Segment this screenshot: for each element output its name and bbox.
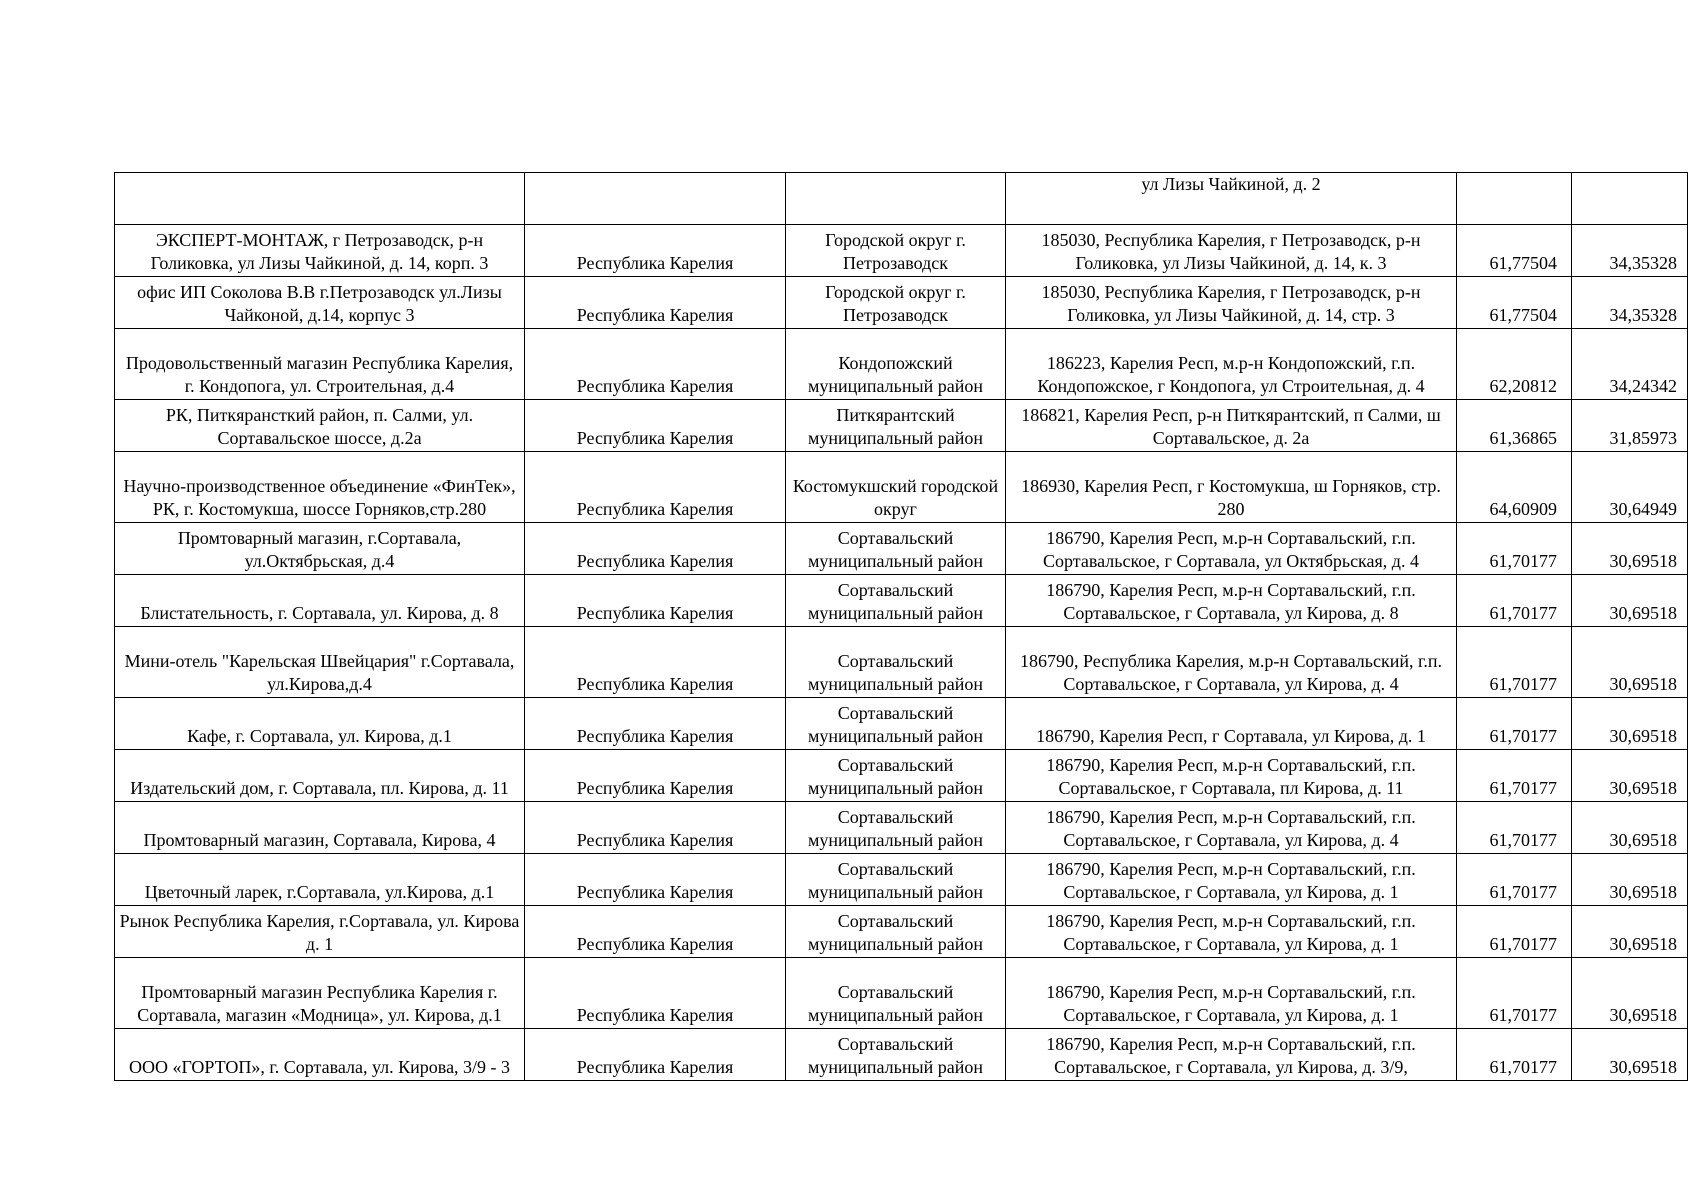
- cell-district: Сортавальский муниципальный район: [786, 698, 1006, 750]
- cell-district: Сортавальский муниципальный район: [786, 627, 1006, 698]
- table-row: [115, 1029, 1688, 1081]
- cell-region: Республика Карелия: [525, 802, 786, 854]
- cell-longitude: 30,69518: [1572, 958, 1688, 1029]
- cell-address: 186790, Карелия Респ, м.р-н Сортавальский, г.п. Сортавальское, г Сортавала, ул Октябрьская, д. 4: [1006, 523, 1457, 575]
- cell-district: Питкярантский муниципальный район: [786, 400, 1006, 452]
- cell-longitude: 34,35328: [1572, 277, 1688, 329]
- cell-object-name: офис ИП Соколова В.В г.Петрозаводск ул.Лизы Чайконой, д.14, корпус 3: [115, 277, 525, 329]
- cell-object-name: [115, 173, 525, 225]
- cell-region: Республика Карелия: [525, 750, 786, 802]
- cell-region: Республика Карелия: [525, 906, 786, 958]
- cell-object-name: Цветочный ларек, г.Сортавала, ул.Кирова, д.1: [115, 854, 525, 906]
- cell-object-name: Рынок Республика Карелия, г.Сортавала, ул. Кирова д. 1: [115, 906, 525, 958]
- table-row: [115, 906, 1688, 958]
- cell-district: Сортавальский муниципальный район: [786, 802, 1006, 854]
- cell-longitude: 30,69518: [1572, 802, 1688, 854]
- table-row: [115, 854, 1688, 906]
- cell-latitude: 61,70177: [1457, 750, 1572, 802]
- cell-address: 186223, Карелия Респ, м.р-н Кондопожский, г.п. Кондопожское, г Кондопога, ул Строительная, д. 4: [1006, 329, 1457, 400]
- cell-region: Республика Карелия: [525, 1029, 786, 1081]
- cell-object-name: Продовольственный магазин Республика Карелия, г. Кондопога, ул. Строительная, д.4: [115, 329, 525, 400]
- cell-object-name: ООО «ГОРТОП», г. Сортавала, ул. Кирова, 3/9 - 3: [115, 1029, 525, 1081]
- cell-object-name: Издательский дом, г. Сортавала, пл. Кирова, д. 11: [115, 750, 525, 802]
- cell-region: Республика Карелия: [525, 627, 786, 698]
- table-row: [115, 958, 1688, 1029]
- cell-latitude: 61,70177: [1457, 958, 1572, 1029]
- cell-longitude: 30,69518: [1572, 906, 1688, 958]
- cell-district: Сортавальский муниципальный район: [786, 854, 1006, 906]
- cell-address: 186790, Карелия Респ, м.р-н Сортавальский, г.п. Сортавальское, г Сортавала, ул Кирова, д. 1: [1006, 906, 1457, 958]
- cell-region: Республика Карелия: [525, 698, 786, 750]
- table-row: [115, 452, 1688, 523]
- cell-address: 186790, Карелия Респ, м.р-н Сортавальский, г.п. Сортавальское, г Сортавала, ул Кирова, д. 4: [1006, 802, 1457, 854]
- cell-latitude: 61,70177: [1457, 575, 1572, 627]
- cell-latitude: 61,70177: [1457, 1029, 1572, 1081]
- cell-longitude: 30,69518: [1572, 854, 1688, 906]
- cell-address: 185030, Республика Карелия, г Петрозаводск, р-н Голиковка, ул Лизы Чайкиной, д. 14, стр. 3: [1006, 277, 1457, 329]
- cell-longitude: 34,24342: [1572, 329, 1688, 400]
- table-row: [115, 277, 1688, 329]
- table-row: [115, 173, 1688, 225]
- cell-address: 186790, Карелия Респ, м.р-н Сортавальский, г.п. Сортавальское, г Сортавала, ул Кирова, д. 8: [1006, 575, 1457, 627]
- table-row: [115, 802, 1688, 854]
- cell-latitude: [1457, 173, 1572, 225]
- cell-longitude: 30,69518: [1572, 750, 1688, 802]
- cell-longitude: 34,35328: [1572, 225, 1688, 277]
- cell-region: Республика Карелия: [525, 523, 786, 575]
- cell-district: [786, 173, 1006, 225]
- cell-latitude: 61,70177: [1457, 523, 1572, 575]
- cell-district: Сортавальский муниципальный район: [786, 523, 1006, 575]
- cell-region: Республика Карелия: [525, 400, 786, 452]
- cell-district: Городской округ г. Петрозаводск: [786, 277, 1006, 329]
- cell-object-name: РК, Питкярансткий район, п. Салми, ул. Сортавальское шоссе, д.2а: [115, 400, 525, 452]
- cell-object-name: Промтоварный магазин Республика Карелия г. Сортавала, магазин «Модница», ул. Кирова, д.1: [115, 958, 525, 1029]
- cell-region: Республика Карелия: [525, 575, 786, 627]
- cell-object-name: Промтоварный магазин, г.Сортавала, ул.Октябрьская, д.4: [115, 523, 525, 575]
- cell-latitude: 61,77504: [1457, 277, 1572, 329]
- table-body: [115, 173, 1688, 1081]
- cell-latitude: 61,36865: [1457, 400, 1572, 452]
- cell-region: Республика Карелия: [525, 277, 786, 329]
- cell-address: 186790, Карелия Респ, г Сортавала, ул Кирова, д. 1: [1006, 698, 1457, 750]
- cell-latitude: 61,70177: [1457, 698, 1572, 750]
- table-row: [115, 698, 1688, 750]
- cell-latitude: 64,60909: [1457, 452, 1572, 523]
- cell-longitude: [1572, 173, 1688, 225]
- cell-latitude: 61,77504: [1457, 225, 1572, 277]
- cell-district: Сортавальский муниципальный район: [786, 958, 1006, 1029]
- cell-district: Сортавальский муниципальный район: [786, 1029, 1006, 1081]
- cell-district: Городской округ г. Петрозаводск: [786, 225, 1006, 277]
- table-row: [115, 750, 1688, 802]
- cell-address: 186821, Карелия Респ, р-н Питкярантский, п Салми, ш Сортавальское, д. 2а: [1006, 400, 1457, 452]
- cell-longitude: 30,69518: [1572, 1029, 1688, 1081]
- cell-address: 186790, Карелия Респ, м.р-н Сортавальский, г.п. Сортавальское, г Сортавала, ул Кирова, д. 1: [1006, 854, 1457, 906]
- cell-longitude: 30,69518: [1572, 523, 1688, 575]
- cell-address: 186790, Карелия Респ, м.р-н Сортавальский, г.п. Сортавальское, г Сортавала, ул Кирова, д. 1: [1006, 958, 1457, 1029]
- table-row: [115, 523, 1688, 575]
- cell-latitude: 61,70177: [1457, 802, 1572, 854]
- cell-region: Республика Карелия: [525, 958, 786, 1029]
- cell-latitude: 62,20812: [1457, 329, 1572, 400]
- cell-object-name: Промтоварный магазин, Сортавала, Кирова, 4: [115, 802, 525, 854]
- table-row: [115, 400, 1688, 452]
- cell-object-name: Мини-отель "Карельская Швейцария" г.Сортавала, ул.Кирова,д.4: [115, 627, 525, 698]
- cell-region: Республика Карелия: [525, 329, 786, 400]
- cell-address: 186790, Карелия Респ, м.р-н Сортавальский, г.п. Сортавальское, г Сортавала, ул Кирова, д. 3/9,: [1006, 1029, 1457, 1081]
- cell-longitude: 30,69518: [1572, 575, 1688, 627]
- cell-district: Сортавальский муниципальный район: [786, 906, 1006, 958]
- cell-region: Республика Карелия: [525, 225, 786, 277]
- cell-district: Сортавальский муниципальный район: [786, 750, 1006, 802]
- cell-longitude: 30,64949: [1572, 452, 1688, 523]
- cell-object-name: Блистательность, г. Сортавала, ул. Кирова, д. 8: [115, 575, 525, 627]
- cell-region: Республика Карелия: [525, 854, 786, 906]
- table-row: [115, 575, 1688, 627]
- cell-address: 186790, Карелия Респ, м.р-н Сортавальский, г.п. Сортавальское, г Сортавала, пл Кирова, д. 11: [1006, 750, 1457, 802]
- cell-region: [525, 173, 786, 225]
- cell-district: Сортавальский муниципальный район: [786, 575, 1006, 627]
- cell-latitude: 61,70177: [1457, 627, 1572, 698]
- cell-district: Костомукшский городской округ: [786, 452, 1006, 523]
- cell-address: ул Лизы Чайкиной, д. 2: [1006, 173, 1457, 225]
- cell-object-name: Кафе, г. Сортавала, ул. Кирова, д.1: [115, 698, 525, 750]
- cell-region: Республика Карелия: [525, 452, 786, 523]
- cell-latitude: 61,70177: [1457, 854, 1572, 906]
- table-row: [115, 329, 1688, 400]
- cell-object-name: ЭКСПЕРТ-МОНТАЖ, г Петрозаводск, р-н Голиковка, ул Лизы Чайкиной, д. 14, корп. 3: [115, 225, 525, 277]
- table-row: [115, 627, 1688, 698]
- cell-address: 185030, Республика Карелия, г Петрозаводск, р-н Голиковка, ул Лизы Чайкиной, д. 14, к. 3: [1006, 225, 1457, 277]
- cell-address: 186790, Республика Карелия, м.р-н Сортавальский, г.п. Сортавальское, г Сортавала, ул Кирова, д. 4: [1006, 627, 1457, 698]
- cell-object-name: Научно-производственное объединение «ФинТек», РК, г. Костомукша, шоссе Горняков,стр.280: [115, 452, 525, 523]
- cell-longitude: 31,85973: [1572, 400, 1688, 452]
- table-row: [115, 225, 1688, 277]
- cell-latitude: 61,70177: [1457, 906, 1572, 958]
- cell-district: Кондопожский муниципальный район: [786, 329, 1006, 400]
- cell-longitude: 30,69518: [1572, 627, 1688, 698]
- cell-address: 186930, Карелия Респ, г Костомукша, ш Горняков, стр. 280: [1006, 452, 1457, 523]
- registry-table: [114, 172, 1688, 1081]
- cell-longitude: 30,69518: [1572, 698, 1688, 750]
